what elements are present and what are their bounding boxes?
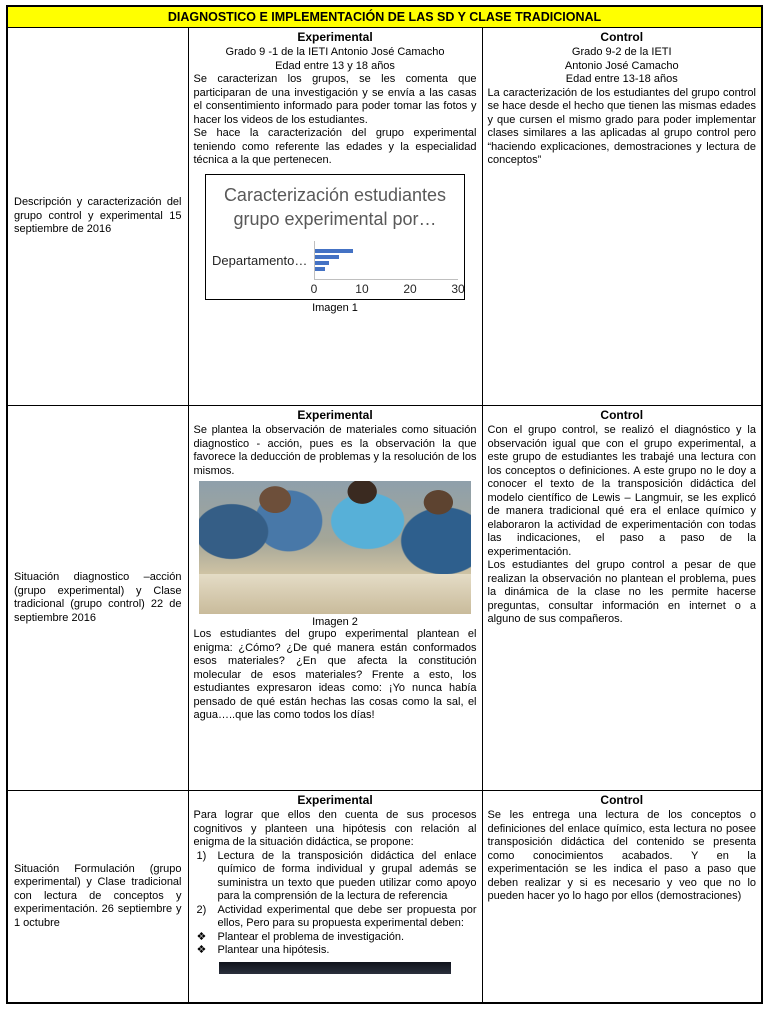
experimental-header: Experimental: [297, 793, 373, 807]
diamond-bullet-icon: ❖: [196, 930, 207, 943]
list-marker: 1): [196, 849, 207, 862]
paragraph: Para lograr que ellos den cuenta de sus procesos cognitivos y planteen una hipótesis con relación al enigma de la situación didáctica, se propone:: [193, 809, 477, 848]
table-row: [7, 28, 762, 406]
list-item-text: Plantear una hipótesis.: [217, 944, 330, 956]
paragraph: Se plantea la observación de materiales como situación diagnostico - acción, pues es la observación la que favorece la deducción de problemas y la resolución de los mismos.: [193, 424, 477, 477]
paragraph: Los estudiantes del grupo experimental plantean el enigma: ¿Cómo? ¿De qué manera están conformados esos materiales? ¿En que afecta la constitución molecular de esos materiales? Frente a esto, los estudiantes expresaron ideas como: ¡Yo nunca había pensado de qué están hechas las cosas como la sal, el agua…..que las como todos los días!: [193, 628, 477, 721]
numbered-item: [194, 904, 477, 931]
title-row: [7, 6, 762, 28]
x-tick-label: 10: [355, 282, 369, 297]
bullet-item: [194, 931, 477, 945]
photo-detail: [289, 588, 365, 606]
x-tick-label: 20: [403, 282, 417, 297]
numbered-item: [194, 850, 477, 904]
paragraph: Se hace la caracterización del grupo experimental teniendo como referente las edades y la especialidad técnica a la que pertenecen.: [193, 127, 477, 166]
chart-bar: [315, 249, 353, 253]
table-row: [7, 791, 762, 1003]
chart-bar: [315, 267, 325, 271]
chart-plot-area: [314, 241, 458, 279]
list-item-text: Lectura de la transposición didáctica del enlace químico de forma individual y grupal además se suministra un texto que pueden utilizar como apoyo para la comprensión de la lectura de referencia: [217, 849, 477, 902]
experimental-header: Experimental: [297, 408, 373, 422]
control-age-line: Edad entre 13-18 años: [565, 73, 678, 85]
row1-label: Descripción y caracterización del grupo control y experimental 15 septiembre de 2016: [7, 28, 188, 406]
row2-control-cell: [482, 406, 762, 791]
row2-label: Situación diagnostico –acción (grupo experimental) y Clase tradicional (grupo control) 22 de septiembre 2016: [7, 406, 188, 791]
paragraph: Los estudiantes del grupo control a pesar de que realizan la observación no plantean el problema, pues la dinámica de la clase no les permite hacerse preguntas, consultar información en internet o a alguno de sus compañeros.: [487, 559, 756, 625]
list-item-text: Plantear el problema de investigación.: [217, 930, 405, 943]
paragraph: Con el grupo control, se realizó el diagnóstico y la observación igual que con el grupo experimental, a este grupo de estudiantes les trabajé una lectura con los conceptos o definiciones. A este grupo no le doy a conocer el texto de la transposición didáctica del modelo científico de Lewis – Langmuir, se les explicó de manera tradicional qué era el enlace químico y elaboraron la actividad de experimentación con todas las indicaciones, el paso a paso de la experimentación.: [487, 424, 756, 558]
row1-experimental-cell: [188, 28, 482, 406]
row1-control-cell: [482, 28, 762, 406]
control-header: Control: [600, 793, 644, 807]
list-marker: 2): [196, 903, 207, 916]
diamond-bullet-icon: ❖: [196, 944, 207, 956]
row3-control-cell: [482, 791, 762, 1003]
chart-bar: [315, 255, 339, 259]
row3-experimental-cell: [188, 791, 482, 1003]
paragraph: Se caracterizan los grupos, se les comenta que participaran de una investigación y se envía a las casas el consentimiento informado para poder tomar las fotos y hacer los videos de los estudiantes.: [193, 73, 477, 126]
paragraph: Se les entrega una lectura de los conceptos o definiciones del enlace químico, esta lectura no posee transposición didáctica del contenido se presenta como conocimientos acabados. Y en la experimentación se les indica el paso a paso que deben realizar y si es necesario y veo que no lo pueden hacer yo lo hago por ellos (demostraciones): [487, 809, 756, 902]
chart-bar: [315, 261, 329, 265]
row3-label: Situación Formulación (grupo experimental) y Clase tradicional con lectura de conceptos y experimentación. 26 septiembre y 1 octubre: [7, 791, 188, 1003]
x-tick-label: 0: [310, 282, 318, 297]
control-school-line: Antonio José Camacho: [564, 59, 679, 72]
control-header: Control: [600, 30, 644, 44]
cropped-photo-top-edge: [219, 962, 451, 974]
experimental-age-line: Edad entre 13 y 18 años: [275, 59, 395, 72]
control-header: Control: [600, 408, 644, 422]
paragraph: La caracterización de los estudiantes del grupo control se hace desde el hecho que tienen las mismas edades y que cursen el mismo grado para poder implementar clases similares a las aplicadas al grupo control pero “haciendo explicaciones, demostraciones y lectura de conceptos”: [487, 86, 756, 166]
x-tick-label: 30: [451, 282, 465, 297]
main-table: [6, 5, 763, 1004]
chart-title: Caracterización estudiantes grupo experimental por…: [223, 184, 447, 229]
image-caption: Imagen 2: [312, 616, 358, 628]
photo-detail: [355, 586, 406, 600]
experimental-grade-line: Grado 9 -1 de la IETI Antonio José Camacho: [225, 46, 445, 58]
embedded-chart-imagen1: [205, 174, 465, 301]
classroom-photo: [199, 481, 471, 614]
bullet-item: [194, 944, 477, 958]
chart-category-label: Departamento…: [212, 252, 308, 268]
control-grade-line: Grado 9-2 de la IETI: [571, 46, 672, 58]
row2-experimental-cell: [188, 406, 482, 791]
chart-body: [212, 241, 458, 279]
experimental-header: Experimental: [297, 30, 373, 44]
table-row: [7, 406, 762, 791]
chart-x-axis: [310, 279, 465, 297]
image-caption: Imagen 1: [312, 302, 358, 315]
list-item-text: Actividad experimental que debe ser propuesta por ellos, Pero para su propuesta experimental deben:: [217, 903, 477, 929]
table-title: DIAGNOSTICO E IMPLEMENTACIÓN DE LAS SD Y CLASE TRADICIONAL: [7, 6, 762, 28]
